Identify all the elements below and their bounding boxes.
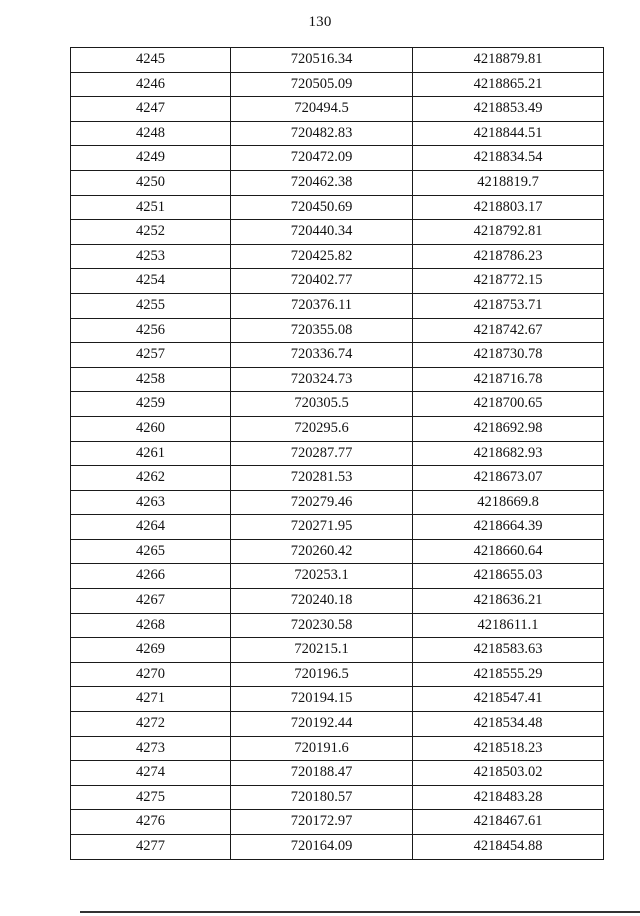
table-row <box>71 490 604 515</box>
y-coordinate-cell: 4218730.78 <box>413 343 604 368</box>
y-coordinate-cell: 4218819.7 <box>413 170 604 195</box>
x-coordinate-cell: 720194.15 <box>231 687 413 712</box>
point-number-cell: 4268 <box>71 613 231 638</box>
table-row <box>71 392 604 417</box>
y-coordinate-cell: 4218555.29 <box>413 662 604 687</box>
y-coordinate-cell: 4218583.63 <box>413 638 604 663</box>
point-number-cell: 4259 <box>71 392 231 417</box>
y-coordinate-cell: 4218503.02 <box>413 761 604 786</box>
table-row <box>71 687 604 712</box>
table-row <box>71 712 604 737</box>
y-coordinate-cell: 4218682.93 <box>413 441 604 466</box>
x-coordinate-cell: 720516.34 <box>231 48 413 73</box>
point-number-cell: 4267 <box>71 589 231 614</box>
table-row <box>71 810 604 835</box>
table-row <box>71 343 604 368</box>
x-coordinate-cell: 720279.46 <box>231 490 413 515</box>
table-row <box>71 293 604 318</box>
point-number-cell: 4256 <box>71 318 231 343</box>
point-number-cell: 4265 <box>71 539 231 564</box>
y-coordinate-cell: 4218792.81 <box>413 220 604 245</box>
point-number-cell: 4261 <box>71 441 231 466</box>
point-number-cell: 4276 <box>71 810 231 835</box>
x-coordinate-cell: 720240.18 <box>231 589 413 614</box>
point-number-cell: 4257 <box>71 343 231 368</box>
table-row <box>71 761 604 786</box>
x-coordinate-cell: 720305.5 <box>231 392 413 417</box>
x-coordinate-cell: 720324.73 <box>231 367 413 392</box>
y-coordinate-cell: 4218673.07 <box>413 466 604 491</box>
point-number-cell: 4277 <box>71 835 231 860</box>
point-number-cell: 4274 <box>71 761 231 786</box>
x-coordinate-cell: 720450.69 <box>231 195 413 220</box>
x-coordinate-cell: 720191.6 <box>231 736 413 761</box>
point-number-cell: 4262 <box>71 466 231 491</box>
x-coordinate-cell: 720172.97 <box>231 810 413 835</box>
y-coordinate-cell: 4218865.21 <box>413 72 604 97</box>
point-number-cell: 4247 <box>71 97 231 122</box>
table-row <box>71 146 604 171</box>
table-row <box>71 835 604 860</box>
y-coordinate-cell: 4218664.39 <box>413 515 604 540</box>
x-coordinate-cell: 720271.95 <box>231 515 413 540</box>
table-row <box>71 613 604 638</box>
x-coordinate-cell: 720230.58 <box>231 613 413 638</box>
table-row <box>71 48 604 73</box>
x-coordinate-cell: 720505.09 <box>231 72 413 97</box>
x-coordinate-cell: 720260.42 <box>231 539 413 564</box>
x-coordinate-cell: 720281.53 <box>231 466 413 491</box>
point-number-cell: 4245 <box>71 48 231 73</box>
y-coordinate-cell: 4218879.81 <box>413 48 604 73</box>
table-row <box>71 269 604 294</box>
y-coordinate-cell: 4218655.03 <box>413 564 604 589</box>
table-row <box>71 441 604 466</box>
x-coordinate-cell: 720462.38 <box>231 170 413 195</box>
x-coordinate-cell: 720336.74 <box>231 343 413 368</box>
x-coordinate-cell: 720376.11 <box>231 293 413 318</box>
table-row <box>71 785 604 810</box>
coordinate-table <box>70 47 604 860</box>
y-coordinate-cell: 4218611.1 <box>413 613 604 638</box>
x-coordinate-cell: 720440.34 <box>231 220 413 245</box>
y-coordinate-cell: 4218534.48 <box>413 712 604 737</box>
y-coordinate-cell: 4218547.41 <box>413 687 604 712</box>
x-coordinate-cell: 720295.6 <box>231 416 413 441</box>
y-coordinate-cell: 4218786.23 <box>413 244 604 269</box>
y-coordinate-cell: 4218518.23 <box>413 736 604 761</box>
y-coordinate-cell: 4218803.17 <box>413 195 604 220</box>
table-row <box>71 539 604 564</box>
table-row <box>71 662 604 687</box>
point-number-cell: 4266 <box>71 564 231 589</box>
point-number-cell: 4251 <box>71 195 231 220</box>
y-coordinate-cell: 4218636.21 <box>413 589 604 614</box>
point-number-cell: 4270 <box>71 662 231 687</box>
x-coordinate-cell: 720253.1 <box>231 564 413 589</box>
x-coordinate-cell: 720494.5 <box>231 97 413 122</box>
point-number-cell: 4273 <box>71 736 231 761</box>
y-coordinate-cell: 4218467.61 <box>413 810 604 835</box>
x-coordinate-cell: 720472.09 <box>231 146 413 171</box>
x-coordinate-cell: 720287.77 <box>231 441 413 466</box>
table-row <box>71 515 604 540</box>
point-number-cell: 4275 <box>71 785 231 810</box>
page-number: 130 <box>308 14 332 30</box>
x-coordinate-cell: 720164.09 <box>231 835 413 860</box>
x-coordinate-cell: 720180.57 <box>231 785 413 810</box>
point-number-cell: 4252 <box>71 220 231 245</box>
x-coordinate-cell: 720188.47 <box>231 761 413 786</box>
y-coordinate-cell: 4218742.67 <box>413 318 604 343</box>
y-coordinate-cell: 4218454.88 <box>413 835 604 860</box>
point-number-cell: 4246 <box>71 72 231 97</box>
table-row <box>71 121 604 146</box>
y-coordinate-cell: 4218660.64 <box>413 539 604 564</box>
x-coordinate-cell: 720402.77 <box>231 269 413 294</box>
y-coordinate-cell: 4218669.8 <box>413 490 604 515</box>
point-number-cell: 4255 <box>71 293 231 318</box>
table-row <box>71 318 604 343</box>
x-coordinate-cell: 720355.08 <box>231 318 413 343</box>
y-coordinate-cell: 4218853.49 <box>413 97 604 122</box>
x-coordinate-cell: 720215.1 <box>231 638 413 663</box>
x-coordinate-cell: 720192.44 <box>231 712 413 737</box>
y-coordinate-cell: 4218834.54 <box>413 146 604 171</box>
table-row <box>71 638 604 663</box>
point-number-cell: 4271 <box>71 687 231 712</box>
x-coordinate-cell: 720482.83 <box>231 121 413 146</box>
x-coordinate-cell: 720196.5 <box>231 662 413 687</box>
y-coordinate-cell: 4218716.78 <box>413 367 604 392</box>
point-number-cell: 4260 <box>71 416 231 441</box>
y-coordinate-cell: 4218753.71 <box>413 293 604 318</box>
table-row <box>71 97 604 122</box>
point-number-cell: 4258 <box>71 367 231 392</box>
point-number-cell: 4272 <box>71 712 231 737</box>
y-coordinate-cell: 4218692.98 <box>413 416 604 441</box>
point-number-cell: 4249 <box>71 146 231 171</box>
table-row <box>71 589 604 614</box>
point-number-cell: 4253 <box>71 244 231 269</box>
point-number-cell: 4254 <box>71 269 231 294</box>
table-row <box>71 564 604 589</box>
bottom-edge-rule <box>80 911 640 913</box>
coordinate-table-body <box>71 48 604 860</box>
table-row <box>71 195 604 220</box>
y-coordinate-cell: 4218772.15 <box>413 269 604 294</box>
point-number-cell: 4264 <box>71 515 231 540</box>
y-coordinate-cell: 4218483.28 <box>413 785 604 810</box>
table-row <box>71 72 604 97</box>
table-row <box>71 416 604 441</box>
point-number-cell: 4248 <box>71 121 231 146</box>
table-row <box>71 170 604 195</box>
x-coordinate-cell: 720425.82 <box>231 244 413 269</box>
y-coordinate-cell: 4218700.65 <box>413 392 604 417</box>
table-row <box>71 244 604 269</box>
table-row <box>71 736 604 761</box>
table-row <box>71 367 604 392</box>
y-coordinate-cell: 4218844.51 <box>413 121 604 146</box>
point-number-cell: 4269 <box>71 638 231 663</box>
table-row <box>71 466 604 491</box>
point-number-cell: 4263 <box>71 490 231 515</box>
table-row <box>71 220 604 245</box>
point-number-cell: 4250 <box>71 170 231 195</box>
